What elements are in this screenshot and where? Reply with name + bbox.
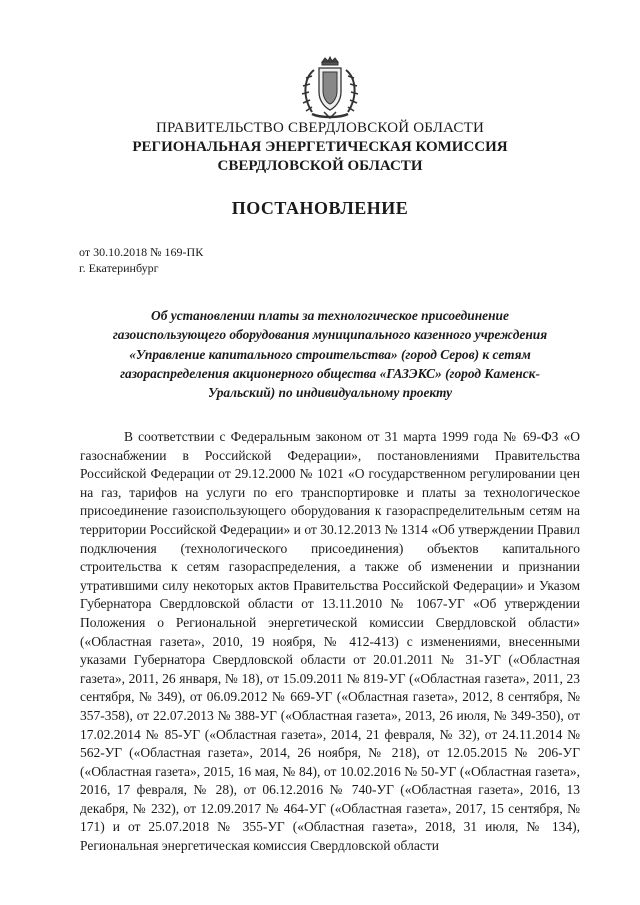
- document-city: г. Екатеринбург: [79, 261, 159, 275]
- document-subject: Об установлении платы за технологическое присоединение газоиспользующего оборудования муниципального казенного учреждения «Управление капитального строительства» (город Серов) к сетям газораспределения акционерного общества «ГАЗЭКС» (город Каменск-Уральский) по индивидуальному проекту: [112, 308, 548, 401]
- header-commission: РЕГИОНАЛЬНАЯ ЭНЕРГЕТИЧЕСКАЯ КОМИССИЯ: [132, 139, 508, 155]
- body-paragraph: В соответствии с Федеральным законом от 31 марта 1999 года № 69-ФЗ «О газоснабжении в Российской Федерации», постановлениями Правительства Российской Федерации от 29.12.2000 № 1021 «О государственном регулировании цен на газ, тарифов на услуги по его транспортировке и платы за технологическое присоединение газоиспользующего оборудования к газораспределительным сетям на территории Российской Федерации» и от 30.12.2013 № 1314 «Об утверждении Правил подключения (технологического присоединения) объектов капитального строительства к сетям газораспределения, а также об изменении и признании утратившими силу некоторых актов Правительства Российской Федерации» и Указом Губернатора Свердловской области от 13.11.2010 № 1067-УГ «Об утверждении Положения о Региональной энергетической комиссии Свердловской области» («Областная газета», 2010, 19 ноября, № 412-413) с изменениями, внесенными указами Губернатора Свердловской области от 20.01.2011 № 31-УГ («Областная газета», 2011, 26 января, № 18), от 15.09.2011 № 819-УГ («Областная газета», 2011, 23 сентября, № 349), от 06.09.2012 № 669-УГ («Областная газета», 2012, 8 сентября, № 357-358), от 22.07.2013 № 388-УГ («Областная газета», 2013, 26 июля, № 349-350), от 17.02.2014 № 85-УГ («Областная газета», 2014, 21 февраля, № 32), от 24.11.2014 № 562-УГ («Областная газета», 2014, 26 ноября, № 218), от 12.05.2015 № 206-УГ («Областная газета», 2015, 16 мая, № 84), от 10.02.2016 № 50-УГ («Областная газета», 2016, 17 февраля, № 28), от 06.12.2016 № 740-УГ («Областная газета», 2016, 13 декабря, № 232), от 12.09.2017 № 464-УГ («Областная газета», 2017, 15 сентября, № 171) и от 25.07.2018 № 355-УГ («Областная газета», 2018, 31 июля, № 134), Региональная энергетическая комиссия Свердловской области: [80, 429, 580, 854]
- header-government: ПРАВИТЕЛЬСТВО СВЕРДЛОВСКОЙ ОБЛАСТИ: [155, 120, 485, 136]
- document-type: ПОСТАНОВЛЕНИЕ: [231, 198, 409, 218]
- document-date-number: от 30.10.2018 № 169-ПК: [79, 245, 204, 259]
- coat-of-arms-icon: [294, 56, 366, 122]
- header-region: СВЕРДЛОВСКОЙ ОБЛАСТИ: [217, 158, 423, 174]
- document-body: [80, 428, 580, 856]
